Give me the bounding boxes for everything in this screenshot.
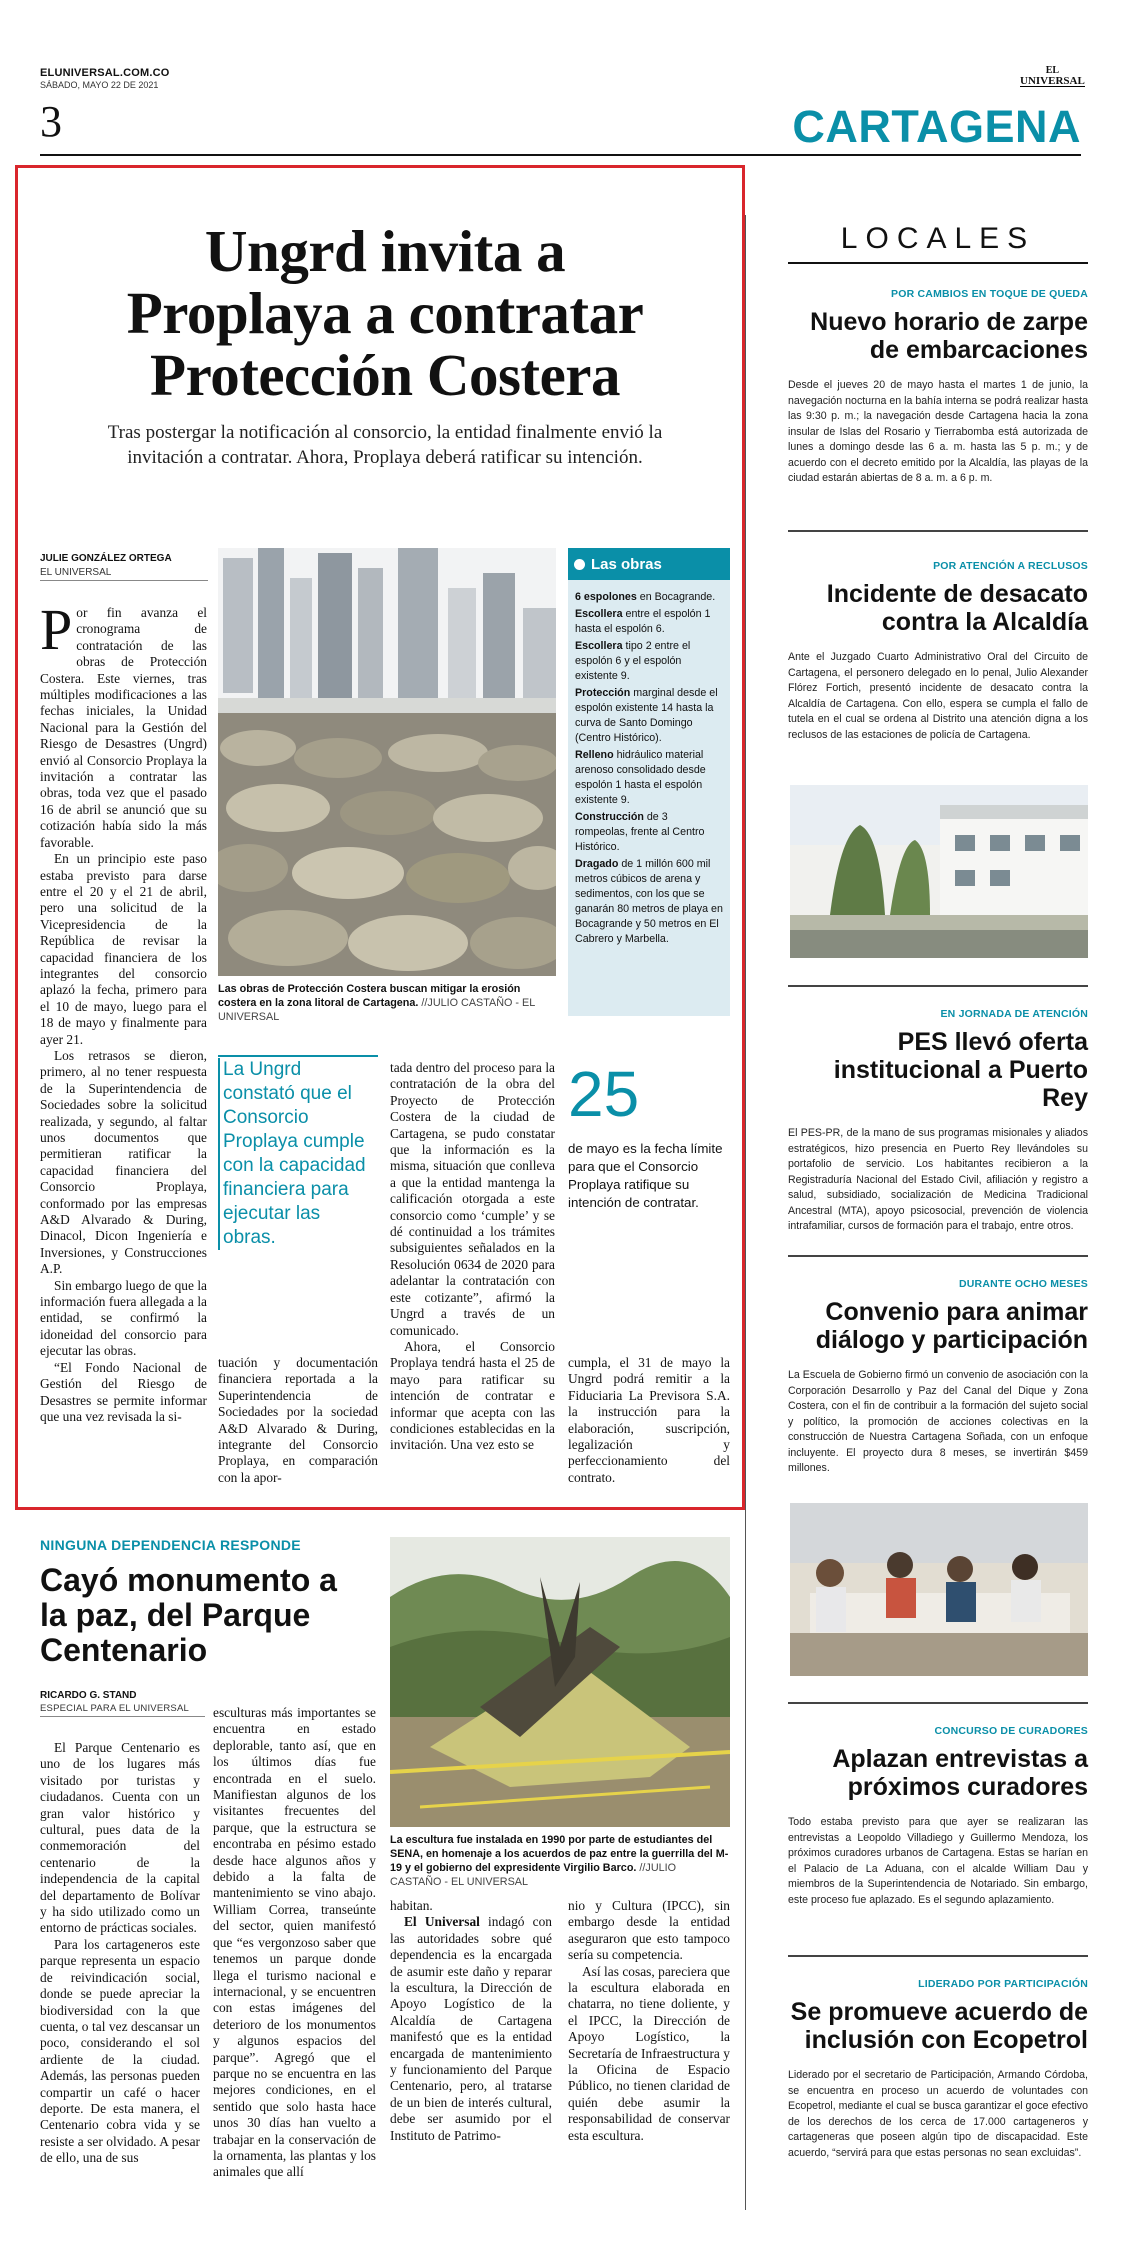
- meeting-photo: [790, 1503, 1088, 1676]
- sidebar-text: Ante el Juzgado Cuarto Administrativo Oral del Circuito de Cartagena, el personero delegado en lo penal, Julio Alexander Flórez Fortich, presentó incidente de desacato contra la Alcaldía de Cartagena. Con ello, espera se cumpla el fallo de tutela en el cual se ordena al Distrito una atención digna a los reclusos de las estaciones de policía de Cartagena.: [788, 651, 1088, 741]
- main-paragraph-3: Los retrasos se dieron, primero, al no tener respuesta de la Superintendencia de Sociedades sobre la solicitud realizada, y segundo, al faltar unos documentos que permitieran ratificar la capacidad financiera del Consorcio Proplaya, conformado por las empresas A&D Alvarado & During, Dinacol, Dicon Ingeniería e Inversiones, y Construcciones A.P.: [40, 1047, 207, 1277]
- sidebar-rule: [788, 985, 1088, 987]
- bullet-dot-icon: [574, 559, 585, 570]
- second-byline-outlet: ESPECIAL PARA EL UNIVERSAL: [40, 1703, 205, 1717]
- stat-number: 25: [568, 1058, 640, 1130]
- sidebar-story-1: [788, 288, 1088, 487]
- second-kicker: NINGUNA DEPENDENCIA RESPONDE: [40, 1537, 301, 1553]
- sidebar-text: Desde el jueves 20 de mayo hasta el martes 1 de junio, la navegación nocturna en la bahía interna se podrá realizar hasta las 9:30 p. m.; la navegación desde Cartagena hacia la zona insular de Islas del Rosario y Tierrabomba está autorizada de lunes a domingo desde las 6 a. m. hasta las 5 p. m.; y de acuerdo con el decreto emitido por la Alcaldía, las playas de la ciudad estarán abiertas de 8 a. m. a 6 p. m.: [788, 379, 1088, 484]
- obras-item: Relleno hidráulico material arenoso consolidado desde espolón 1 hasta el espolón existente 9.: [575, 749, 706, 806]
- sidebar-headline: Convenio para animar diálogo y participación: [815, 1298, 1088, 1354]
- caption-text: Las obras de Protección Costera buscan mitigar la erosión costera en la zona litoral de Cartagena.: [218, 983, 521, 1009]
- coastal-photo-caption: [218, 982, 556, 1024]
- sidebar-kicker: DURANTE OCHO MESES: [958, 1278, 1088, 1290]
- second-paragraph-1: El Parque Centenario es uno de los lugares más visitado por turistas y ciudadanos. Cuenta con un gran valor histórico y cultural, pues data de la conmemoración del centenario de la independencia de la capital del departamento de Bolívar y ha sido utilizado como un entorno de prácticas sociales.: [40, 1740, 200, 1936]
- pull-quote: [218, 1058, 378, 1250]
- byline-name: JULIE GONZÁLEZ ORTEGA: [40, 553, 172, 564]
- meeting-photo-image: [790, 1503, 1088, 1676]
- main-deck: Tras postergar la notificación al consorcio, la entidad finalmente envió la invitación a contratar. Ahora, Proplaya deberá ratificar su intención.: [107, 422, 663, 468]
- logo-top: EL: [1045, 65, 1060, 76]
- sidebar-headline: Incidente de desacato contra la Alcaldía: [826, 580, 1088, 636]
- sidebar-story-5: [788, 1725, 1088, 1908]
- sidebar-text: Liderado por el secretario de Participación, Armando Córdoba, se encuentra en proceso un acuerdo de voluntades con Ecopetrol, mediante el cual se busca garantizar el goce efectivo de los derechos de los cerca de 17.000 cartageneros y cartageneras que poseen algún tipo de discapacidad. Este acuerdo, “servirá para que estas personas no sean excluidas”.: [788, 2069, 1088, 2159]
- main-column-1: [40, 597, 207, 1425]
- sidebar-story-6: [788, 1978, 1088, 2161]
- sidebar-title-rule: [788, 262, 1088, 264]
- main-paragraph-4: Sin embargo luego de que la información fuera allegada a la entidad, se confirmó la idoneidad del consorcio para ejecutar las obras.: [40, 1277, 207, 1359]
- stat-text: de mayo es la fecha límite para que el Consorcio Proplaya ratifique su intención de contratar.: [568, 1141, 723, 1210]
- obras-item: Construcción de 3 rompeolas, frente al Centro Histórico.: [575, 811, 705, 853]
- headline-line-3: Protección Costera: [150, 342, 620, 408]
- sidebar-kicker: CONCURSO DE CURADORES: [934, 1725, 1088, 1737]
- main-column-4: cumpla, el 31 de mayo la Ungrd podrá remitir a la Fiduciaria La Previsora S.A. la instrucción para la elaboración, suscripción, legalización y perfeccionamiento del contrato.: [568, 1355, 730, 1485]
- main-headline: [40, 220, 730, 406]
- second-column-3: [390, 1898, 552, 2144]
- main-column-2: tuación y documentación financiera reportada a la Superintendencia de Sociedades por la sociedad A&D Alvarado & During, integrante del Consorcio Proplaya, en comparación con la apor-: [218, 1355, 378, 1485]
- sidebar-headline: Aplazan entrevistas a próximos curadores: [832, 1745, 1088, 1801]
- newspaper-logo: [1020, 66, 1085, 87]
- sidebar-text: La Escuela de Gobierno firmó un convenio de asociación con la Corporación Desarrollo y Paz del Canal del Dique y Zona Costera, con el fin de contribuir a la formación del sujeto social y político, la promoción de acciones colectivas en la construcción de Nuestra Cartagena Soñada, con un enfoque incluyente. El proyecto dura 8 meses, se invertirán $459 millones.: [788, 1369, 1088, 1474]
- caption-credit: //JULIO CASTAÑO - EL UNIVERSAL: [218, 997, 535, 1023]
- obras-item: 6 espolones en Bocagrande.: [575, 591, 716, 603]
- main-col3-paragraph-1: tada dentro del proceso para la contratación de la obra del Proyecto de Protección Costera de la ciudad de Cartagena, se pudo constatar que la información es la misma, situación que conlleva a que la entidad mantenga la calificación otorgada a este consorcio como ‘cumple’ y se dé continuidad a los trámites subsiguientes señalados en la Resolución 0634 de 2020 para adelantar la contratación con este cotizante”, afirmó la Ungrd a través de un comunicado.: [390, 1060, 555, 1338]
- main-col3-paragraph-2: Ahora, el Consorcio Proplaya tendrá hasta el 25 de mayo para ratificar su intención de contratar e informar que acepta con las condiciones establecidas en la invitación. Una vez esto se: [390, 1338, 555, 1453]
- main-paragraph-1: or fin avanza el cronograma de contratación de las obras de Protección Costera. Este viernes, tras múltiples modificaciones a las fechas iniciales, la Unidad Nacional para la Gestión del Riesgo de Desastres (Ungrd) envió al Consorcio Proplaya la invitación a contratar las obras, toda vez que el pasado 16 de abril se anunció que su cotización había sido la más favorable.: [40, 605, 207, 850]
- monument-caption-credit: //JULIO CASTAÑO - EL UNIVERSAL: [390, 1862, 677, 1888]
- obras-title: Las obras: [591, 555, 662, 573]
- sidebar-text: Todo estaba previsto para que ayer se realizaran las entrevistas a Leopoldo Villadiego y Guillermo Mendoza, los próximos curadores urbanos de Cartagena. Estas se harían en el Palacio de La Aduana, con el alcalde William Dau y miembros de la Superintendencia de Notariado. Sin embargo, este proceso fue aplazado. Es el segundo aplazamiento.: [788, 1816, 1088, 1906]
- drop-cap: P: [40, 597, 73, 662]
- second-col3-paragraph-2: [390, 1914, 552, 2144]
- byline-outlet: EL UNIVERSAL: [40, 567, 208, 581]
- sidebar-title: LOCALES: [840, 222, 1036, 255]
- sidebar-rule: [788, 1255, 1088, 1257]
- obras-item: Escollera entre el espolón 1 hasta el espolón 6.: [575, 608, 711, 635]
- building-photo: [790, 785, 1088, 958]
- obras-infobox: [568, 548, 730, 1016]
- second-headline: Cayó monumento a la paz, del Parque Centenario: [40, 1562, 337, 1668]
- page-number: 3: [40, 97, 62, 146]
- outlet-bold: El Universal: [404, 1914, 480, 1930]
- sidebar-kicker: EN JORNADA DE ATENCIÓN: [940, 1008, 1088, 1020]
- sidebar-rule: [788, 530, 1088, 532]
- main-paragraph-2: En un principio este paso estaba previsto para darse entre el 20 y el 21 de abril, pero una solicitud de la Vicepresidencia de la República de revisar la capacidad financiera de los integrantes del consorcio aplazó la fecha, primero para el 10 de mayo, luego para el 18 de mayo y finalmente para ayer 21.: [40, 851, 207, 1047]
- second-byline-name: RICARDO G. STAND: [40, 1690, 137, 1701]
- main-paragraph-5: “El Fondo Nacional de Gestión del Riesgo de Desastres se permite informar que una vez revisada la si-: [40, 1359, 207, 1424]
- sidebar-kicker: POR ATENCIÓN A RECLUSOS: [933, 560, 1088, 572]
- sidebar-story-3: [788, 1008, 1088, 1235]
- issue-date: SÁBADO, MAYO 22 DE 2021: [40, 80, 159, 90]
- second-col4-paragraph-2: Así las cosas, pareciera que la escultura elaborada en chatarra, no tiene doliente, y el IPCC, la Dirección de Apoyo Logístico, la Secretaría de Infraestructura y la Oficina de Espacio Público, no tienen claridad de quién debe asumir la responsabilidad de conservar esta escultura.: [568, 1963, 730, 2143]
- second-col3-paragraph-1: habitan.: [390, 1898, 433, 1913]
- second-column-4: [568, 1898, 730, 2144]
- logo-bottom: UNIVERSAL: [1020, 75, 1085, 87]
- monument-photo: [390, 1537, 730, 1827]
- sidebar-kicker: LIDERADO POR PARTICIPACIÓN: [918, 1978, 1088, 1990]
- sidebar-rule: [788, 1702, 1088, 1704]
- monument-photo-image: [390, 1537, 730, 1827]
- second-col3-text: indagó con las autoridades sobre qué dependencia es la encargada de asumir este daño y reparar la escultura, la Dirección de Apoyo Logístico de la Alcaldía de Cartagena manifestó que es la entidad encargada de mantenimiento y funcionamiento del Parque Centenario, pero, al tratarse de un bien de interés cultural, debe ser asumido por el Instituto de Patrimo-: [390, 1914, 552, 2143]
- sidebar-headline: PES llevó oferta institucional a Puerto Rey: [833, 1028, 1088, 1112]
- pull-quote-rule: [218, 1055, 378, 1057]
- obras-item: Protección marginal desde el espolón existente 14 hasta la curva de Santo Domingo (Centro Histórico).: [575, 687, 718, 744]
- sidebar-headline: Se promueve acuerdo de inclusión con Ecopetrol: [790, 1998, 1088, 2054]
- sidebar-divider: [745, 215, 746, 2210]
- sidebar-story-2: [788, 560, 1088, 743]
- building-photo-image: [790, 785, 1088, 958]
- obras-infobox-header: [568, 548, 730, 580]
- second-column-1: [40, 1740, 200, 2167]
- second-paragraph-2: Para los cartageneros este parque representa un espacio de reivindicación social, donde se puede apreciar la biodiversidad con la que cuenta, o tal vez descansar un poco, considerando el sol ardiente de la ciudad. Además, las personas pueden compartir un café o hacer deporte. De esta manera, el Centenario cobra vida y se resiste a ser olvidado. A pesar de ello, una de sus: [40, 1936, 200, 2166]
- sidebar-story-4: [788, 1278, 1088, 1477]
- coastal-photo: [218, 548, 556, 976]
- coastal-photo-image: [218, 548, 556, 976]
- headline-line-2: Proplaya a contratar: [126, 280, 644, 346]
- section-title: CARTAGENA: [792, 101, 1081, 152]
- sidebar-kicker: POR CAMBIOS EN TOQUE DE QUEDA: [891, 288, 1088, 300]
- monument-caption-text: La escultura fue instalada en 1990 por parte de estudiantes del SENA, en homenaje a los acuerdos de paz entre la guerrilla del M-19 y el gobierno del expresidente Virgilio Barco.: [390, 1834, 729, 1874]
- header-rule: [40, 154, 1081, 156]
- sidebar-text: El PES-PR, de la mano de sus programas misionales y aliados estratégicos, hizo presencia en Puerto Rey llevándoles su portafolio de servicio. Los habitantes recibieron a la Registraduría Nacional del Estado Civil, afiliación y registro a salud, subsidiado, socialización de Medicina Tradicional Ancestral (MTA), apoyo psicosocial, prevención de violencia intrafamiliar, cursos de formación para el trabajo, entre otros.: [788, 1127, 1088, 1232]
- obras-item: Dragado de 1 millón 600 mil metros cúbicos de arena y sedimentos, con los que se ganarán 80 metros de playa en Bocagrande y 50 metros en El Cabrero y Marbella.: [575, 858, 723, 945]
- headline-line-1: Ungrd invita a: [204, 218, 566, 284]
- sidebar-headline: Nuevo horario de zarpe de embarcaciones: [810, 308, 1088, 364]
- sidebar-rule: [788, 1955, 1088, 1957]
- obras-list: [568, 580, 730, 957]
- pull-quote-text: La Ungrd constató que el Consorcio Proplaya cumple con la capacidad financiera para ejecutar las obras.: [223, 1059, 366, 1248]
- second-col4-paragraph-1: nio y Cultura (IPCC), sin embargo desde la entidad aseguraron que esto tampoco sería su competencia.: [568, 1898, 730, 1963]
- obras-item: Escollera tipo 2 entre el espolón 6 y el espolón existente 9.: [575, 640, 691, 682]
- site-url[interactable]: ELUNIVERSAL.COM.CO: [40, 67, 170, 79]
- monument-photo-caption: [390, 1833, 730, 1889]
- main-column-3: [390, 1060, 555, 1454]
- second-column-2: esculturas más importantes se encuentra en estado deplorable, tanto así, que en los últimos días fue encontrada en el suelo. Manifiestan algunos de los visitantes frecuentes del parque, que la estructura se encontraba en pésimo estado desde hace algunos años y debido a la falta de mantenimiento se vino abajo. William Correa, transeúnte del sector, quien manifestó que “es vergonzoso saber que tenemos un parque donde llega el turismo nacional e internacional, y se encuentren con estas imágenes del deterioro de los monumentos y algunos espacios del parque”. Agregó que el parque no se encuentra en las mejores condiciones, en el sentido que solo hasta hace unos 30 días han vuelto a trabajar en la conservación de la ornamenta, las plantas y los animales que allí: [213, 1705, 376, 2180]
